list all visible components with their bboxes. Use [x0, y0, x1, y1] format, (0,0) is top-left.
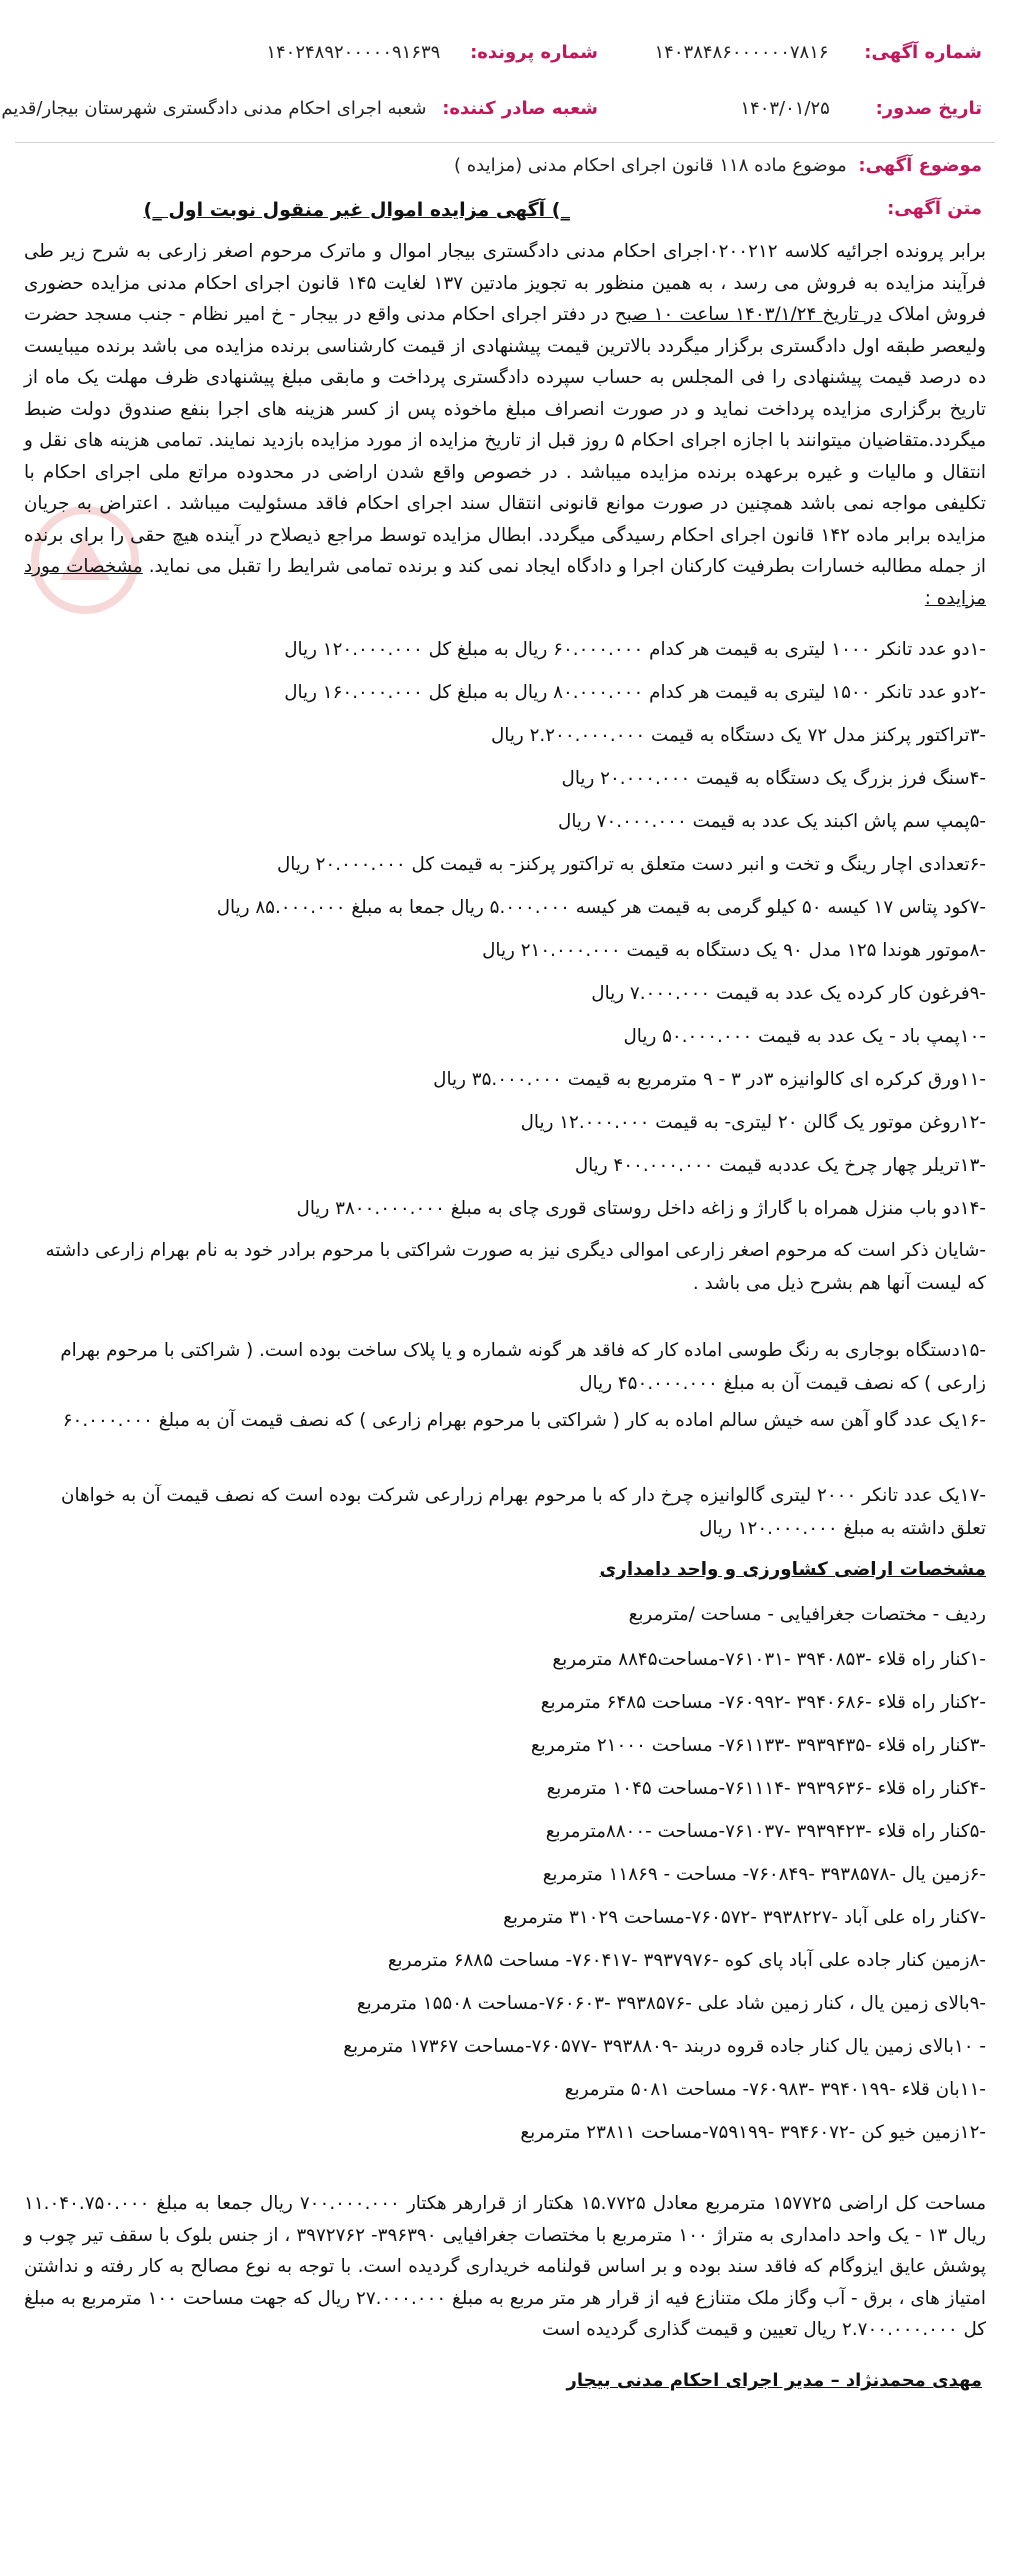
list-item: -۱۶یک عدد گاو آهن سه خیش سالم اماده به کار ( شراکتی با مرحوم بهرام زارعی ) که نصف قیمت آن به مبلغ ۶۰.۰۰۰.۰۰۰	[62, 1410, 986, 1431]
table-row: - ۱۰بالای زمین یال کنار جاده قروه دربند -۳۹۳۸۸۰۹ -۷۶۰۵۷۷-مساحت ۱۷۳۶۷ مترمربع	[343, 2036, 986, 2057]
list-item: -۱۳تریلر چهار چرخ یک عددبه قیمت ۴۰۰.۰۰۰.۰۰۰ ریال	[574, 1155, 986, 1176]
file-number-label: شماره پرونده:	[470, 42, 598, 63]
issue-date-row	[740, 96, 982, 122]
header-divider	[15, 142, 995, 143]
list-item: -۱۰پمپ باد - یک عدد به قیمت ۵۰.۰۰۰.۰۰۰ ریال	[623, 1026, 986, 1047]
land-section-heading: مشخصات اراضی کشاورزی و واحد دامداری	[599, 1559, 986, 1580]
ad-body-part-2: در دفتر اجرای احکام مدنی واقع در بیجار - خ امیر نظام - جنب مسجد حضرت ولیعصر طبقه اول دادگستری برگزار میگردد بالاترین قیمت پیشنهادی از قیمت کارشناسی برنده مزایده می باشد برنده میبایست ده درصد قیمت پیشنهادی را فی المجلس به حساب سپرده دادگستری پرداخت و مابقی مبلغ پیشنهادی ظرف مهلت یک ماه از تاریخ برگزاری مزایده پرداخت نماید و در صورت انصراف مبلغ ماخوذه پس از کسر هزینه های اجرا بنفع صندوق دولت ضبط میگردد.متقاضیان میتوانند با اجازه اجرای احکام ۵ روز قبل از تاریخ مزایده از مورد مزایده بازدید نمایند. تمامی هزینه های نقل و انتقال و مالیات و غیره برعهده برنده مزایده میباشد . در خصوص واقع شدن اراضی در محدوده مراتع ملی اجرای احکام با تکلیفی مواجه نمی باشد همچنین در صورت موانع قانونی انتقال سند اجرای احکام فاقد مسئولیت میباشد . اعتراض به جریان مزایده برابر ماده ۱۴۲ قانون اجرای احکام رسیدگی میگردد. ابطال مزایده توسط مراجع ذیصلاح در آینده هیچ حقی را برای برنده از جمله مطالبه خسارات بطرفیت کارکنان اجرا و دادگاه ایجاد نمی کند و برنده تمامی شرایط را تقبل می نماید.	[24, 304, 986, 577]
table-row: -۱کنار راه قلاء -۳۹۴۰۸۵۳ -۷۶۱۰۳۱-مساحت۸۸۴۵ مترمربع	[552, 1649, 986, 1670]
issuer-row	[1, 96, 598, 122]
table-row: -۶زمین یال -۳۹۳۸۵۷۸ -۷۶۰۸۴۹- مساحت - ۱۱۸۶۹ مترمربع	[542, 1864, 986, 1885]
file-number-row	[266, 40, 598, 66]
issue-date-value: ۱۴۰۳/۰۱/۲۵	[740, 98, 830, 119]
ad-number-row	[655, 40, 982, 66]
table-row: -۱۲زمین خیو کن -۳۹۴۶۰۷۲ -۷۵۹۱۹۹-مساحت ۲۳۸۱۱ مترمربع	[520, 2122, 986, 2143]
ad-number-label: شماره آگهی:	[864, 42, 982, 63]
land-columns: ردیف - مختصات جغرافیایی - مساحت /مترمربع	[628, 1604, 986, 1625]
issuer-label: شعبه صادر کننده:	[442, 98, 598, 119]
ad-body	[24, 236, 986, 614]
issue-date-label: تاریخ صدور:	[875, 98, 982, 119]
table-row: -۹بالای زمین یال ، کنار زمین شاد علی -۳۹۳۸۵۷۶ -۷۶۰۶۰۳-مساحت ۱۵۵۰۸ مترمربع	[356, 1993, 986, 2014]
list-item: -۱۴دو باب منزل همراه با گاراژ و زاغه داخل روستای قوری چای به مبلغ ۳۸۰۰.۰۰۰.۰۰۰ ریال	[296, 1198, 986, 1219]
file-number-value: ۱۴۰۲۴۸۹۲۰۰۰۰۰۹۱۶۳۹	[266, 42, 441, 63]
table-row: -۷کنار راه علی آباد -۳۹۳۸۲۲۷ -۷۶۰۵۷۲-مساحت ۳۱۰۲۹ مترمربع	[503, 1907, 986, 1928]
list-item: -۷کود پتاس ۱۷ کیسه ۵۰ کیلو گرمی به قیمت هر کیسه ۵.۰۰۰.۰۰۰ ریال جمعا به مبلغ ۸۵.۰۰۰.۰۰۰ ریال	[216, 897, 986, 918]
ad-text-label: متن آگهی:	[887, 198, 982, 219]
ad-body-items-heading: مشخصات مورد مزایده :	[24, 556, 986, 609]
ad-text-label-row	[887, 196, 982, 222]
subject-label: موضوع آگهی:	[858, 155, 982, 176]
signature: مهدی محمدنژاد – مدیر اجرای احکام مدنی بیجار	[566, 2370, 982, 2391]
list-item: -۴سنگ فرز بزرگ یک دستگاه به قیمت ۲۰.۰۰۰.۰۰۰ ریال	[561, 768, 986, 789]
list-item: -۵پمپ سم پاش اکبند یک عدد به قیمت ۷۰.۰۰۰.۰۰۰ ریال	[558, 811, 986, 832]
table-row: -۲کنار راه قلاء -۳۹۴۰۶۸۶ -۷۶۰۹۹۲- مساحت ۶۴۸۵ مترمربع	[540, 1692, 986, 1713]
ad-title: _) آگهی مزایده اموال غیر منقول نوبت اول _)	[143, 199, 570, 221]
ad-number-value: ۱۴۰۳۸۴۸۶۰۰۰۰۰۰۷۸۱۶	[654, 42, 829, 63]
ad-body-part-1: برابر پرونده اجرائیه کلاسه ۰۲۰۰۲۱۲اجرای احکام مدنی دادگستری بیجار اموال و ماترک مرحوم اصغر زارعی به شرح زیر طی فرآیند مزایده به فروش می رسد ، به همین منظور به تجویز مادتین ۱۳۷ لغایت ۱۴۵ قانون اجرای احکام مدنی مزایده حضوری فروش املاک	[24, 241, 987, 325]
ad-body-date: در تاریخ ۱۴۰۳/۱/۲۴ ساعت ۱۰ صبح	[614, 304, 882, 325]
list-item: -۲دو عدد تانکر ۱۵۰۰ لیتری به قیمت هر کدام ۸۰.۰۰۰.۰۰۰ ریال به مبلغ کل ۱۶۰.۰۰۰.۰۰۰ ریال	[284, 682, 986, 703]
issuer-value: شعبه اجرای احکام مدنی دادگستری شهرستان بیجار/قدیم	[1, 98, 427, 119]
list-item: -۱۱ورق کرکره ای کالوانیزه ۳در ۳ - ۹ مترمربع به قیمت ۳۵.۰۰۰.۰۰۰ ریال	[433, 1069, 986, 1090]
list-item: -۱۷یک عدد تانکر ۲۰۰۰ لیتری گالوانیزه چرخ دار که با مرحوم بهرام زرارعی شرکت بوده است که نصف قیمت آن به خواهان تعلق داشته به مبلغ ۱۲۰.۰۰۰.۰۰۰ ریال	[61, 1485, 986, 1539]
list-item: -۱۵دستگاه بوجاری به رنگ طوسی اماده کار که فاقد هر گونه شماره و یا پلاک ساخت بوده است. ( شراکتی با مرحوم بهرام زارعی ) که نصف قیمت آن به مبلغ ۴۵۰.۰۰۰.۰۰۰ ریال	[60, 1340, 986, 1394]
table-row: -۱۱بان قلاء -۳۹۴۰۱۹۹ -۷۶۰۹۸۳- مساحت ۵۰۸۱ مترمربع	[564, 2079, 986, 2100]
subject-row	[454, 153, 982, 179]
list-item: -۸موتور هوندا ۱۲۵ مدل ۹۰ یک دستگاه به قیمت ۲۱۰.۰۰۰.۰۰۰ ریال	[482, 940, 986, 961]
table-row: -۵کنار راه قلاء -۳۹۳۹۴۲۳ -۷۶۱۰۳۷-مساحت -۸۸۰۰مترمربع	[545, 1821, 986, 1842]
table-row: -۳کنار راه قلاء -۳۹۳۹۴۳۵ -۷۶۱۱۳۳- مساحت ۲۱۰۰۰ مترمربع	[530, 1735, 986, 1756]
list-item: -۱۲روغن موتور یک گالن ۲۰ لیتری- به قیمت ۱۲.۰۰۰.۰۰۰ ریال	[520, 1112, 986, 1133]
notice-header	[0, 0, 1010, 150]
summary-paragraph: مساحت کل اراضی ۱۵۷۷۲۵ مترمربع معادل ۱۵.۷۷۲۵ هکتار از قرارهر هکتار ۷۰۰.۰۰۰.۰۰۰ ریال جمعا به مبلغ ۱۱.۰۴۰.۷۵۰.۰۰۰ ریال ۱۳ - یک واحد دامداری به متراژ ۱۰۰ مترمربع با مختصات جغرافیایی ۳۹۶۳۹۰- ۳۹۷۲۷۶۲ ، از جنس بلوک با سقف تیر چوب و پوشش عایق ایزوگام که فاقد سند بوده و بر اساس قولنامه خریداری گردیده است. با توجه به نوع مصالح به کار رفته و نداشتن امتیاز های ، برق - آب وگاز ملک متنازع فیه از قرار هر متر مربع به مبلغ ۲۷.۰۰۰.۰۰۰ ریال که جهت مساحت ۱۰۰ مترمربع به مبلغ کل ۲.۷۰۰.۰۰۰.۰۰۰ ریال تعیین و قیمت گذاری گردیده است	[24, 2193, 986, 2340]
list-item: -۱دو عدد تانکر ۱۰۰۰ لیتری به قیمت هر کدام ۶۰.۰۰۰.۰۰۰ ریال به مبلغ کل ۱۲۰.۰۰۰.۰۰۰ ریال	[284, 639, 986, 660]
table-row: -۸زمین کنار جاده علی آباد پای کوه -۳۹۳۷۹۷۶ -۷۶۰۴۱۷- مساحت ۶۸۸۵ مترمربع	[387, 1950, 986, 1971]
list-item: -۳تراکتور پرکنز مدل ۷۲ یک دستگاه به قیمت ۲.۲۰۰.۰۰۰.۰۰۰ ریال	[490, 725, 986, 746]
list-item: -۹فرغون کار کرده یک عدد به قیمت ۷.۰۰۰.۰۰۰ ریال	[591, 983, 986, 1004]
subject-value: موضوع ماده ۱۱۸ قانون اجرای احکام مدنی (مزایده )	[453, 155, 847, 176]
list-item: -شایان ذکر است که مرحوم اصغر زارعی اموالی دیگری نیز به صورت شراکتی با مرحوم برادر خود به نام بهرام زارعی داشته که لیست آنها هم بشرح ذیل می باشد .	[45, 1240, 986, 1294]
list-item: -۶تعدادی اچار رینگ و تخت و انبر دست متعلق به تراکتور پرکنز- به قیمت کل ۲۰.۰۰۰.۰۰۰ ریال	[276, 854, 986, 875]
table-row: -۴کنار راه قلاء -۳۹۳۹۶۳۶ -۷۶۱۱۱۴-مساحت ۱۰۴۵ مترمربع	[546, 1778, 986, 1799]
